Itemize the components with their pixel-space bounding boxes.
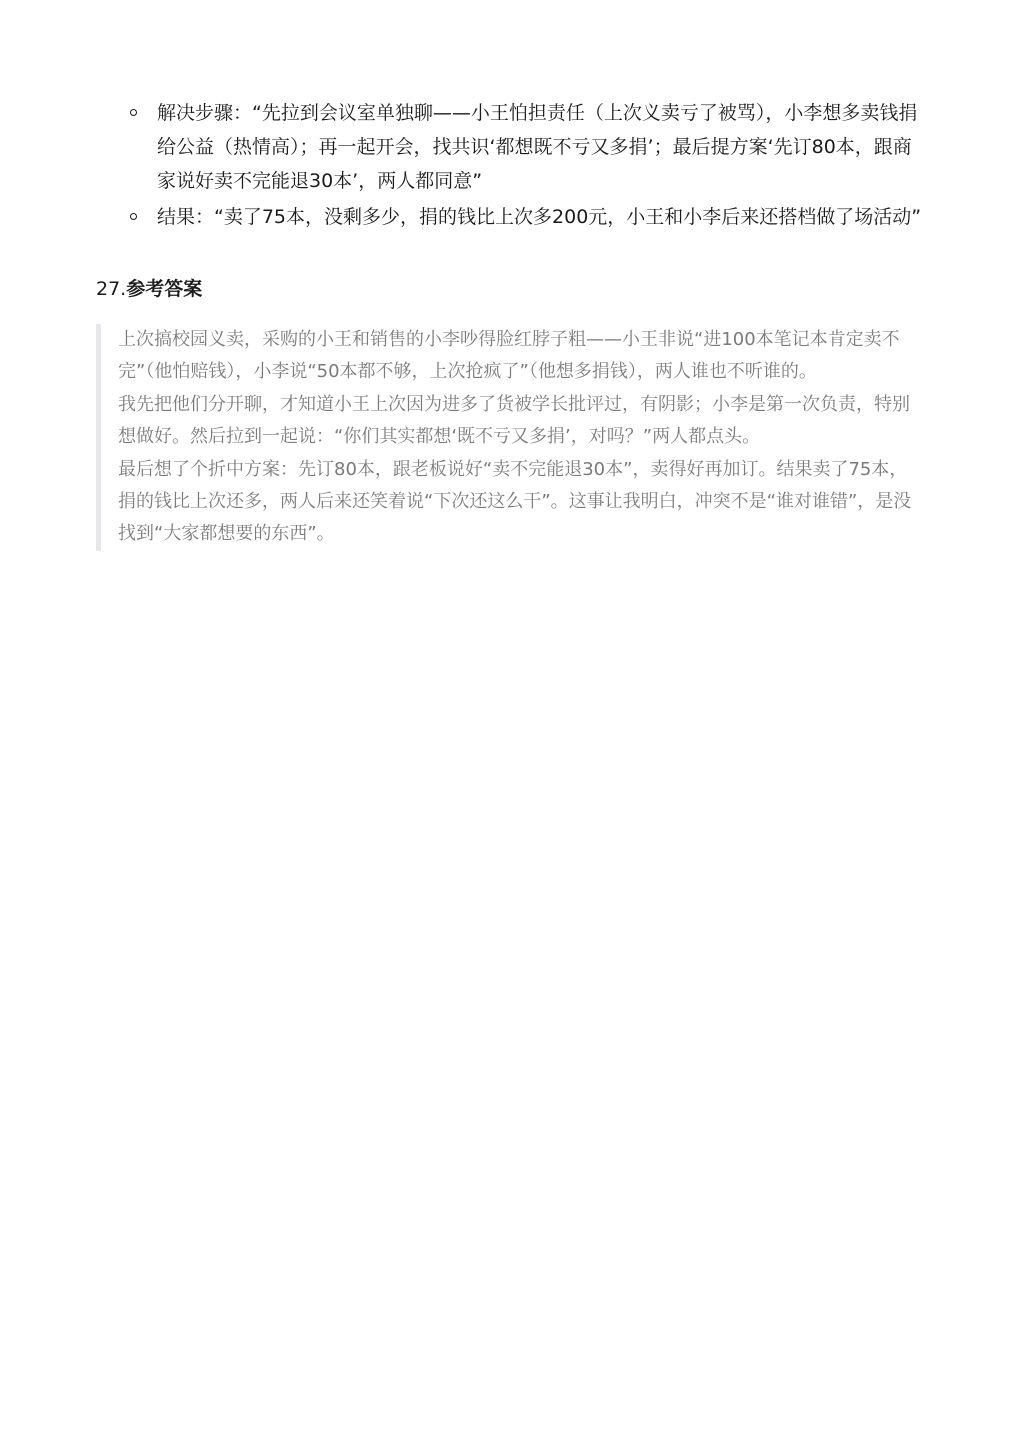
answer-paragraph: 我先把他们分开聊，才知道小王上次因为进多了货被学长批评过，有阴影；小李是第一次负责，特别想做好。然后拉到一起说：“你们其实都想‘既不亏又多捐’，对吗？”两人都点头。 [118,393,910,448]
answer-paragraph: 上次搞校园义卖，采购的小王和销售的小李吵得脸红脖子粗——小王非说“进100本笔记本肯定卖不完”（他怕赔钱），小李说“50本都不够，上次抢疯了”（他想多捐钱），两人谁也不听谁的。 [118,329,900,383]
hollow-circle-bullet-icon [130,213,137,220]
sub-bullet-list [128,96,928,234]
answer-blockquote [96,324,924,551]
list-item-text: 结果：“卖了75本，没剩多少，捐的钱比上次多200元，小王和小李后来还搭档做了场活动” [157,206,922,228]
list-item-text: 解决步骤：“先拉到会议室单独聊——小王怕担责任（上次义卖亏了被骂），小李想多卖钱捐给公益（热情高）；再一起开会，找共识‘都想既不亏又多捐’；最后提方案‘先订80本，跟商家说好卖不完能退30本’，两人都同意” [157,102,918,192]
list-item [128,200,928,234]
list-item [128,96,928,198]
section-title: 参考答案 [126,278,203,300]
section-number: 27. [96,278,127,300]
hollow-circle-bullet-icon [130,109,137,116]
answer-paragraph: 最后想了个折中方案：先订80本，跟老板说好“卖不完能退30本”，卖得好再加订。结果卖了75本，捐的钱比上次还多，两人后来还笑着说“下次还这么干”。这事让我明白，冲突不是“谁对谁错”，是没找到“大家都想要的东西”。 [118,458,912,545]
section-heading [96,272,202,306]
